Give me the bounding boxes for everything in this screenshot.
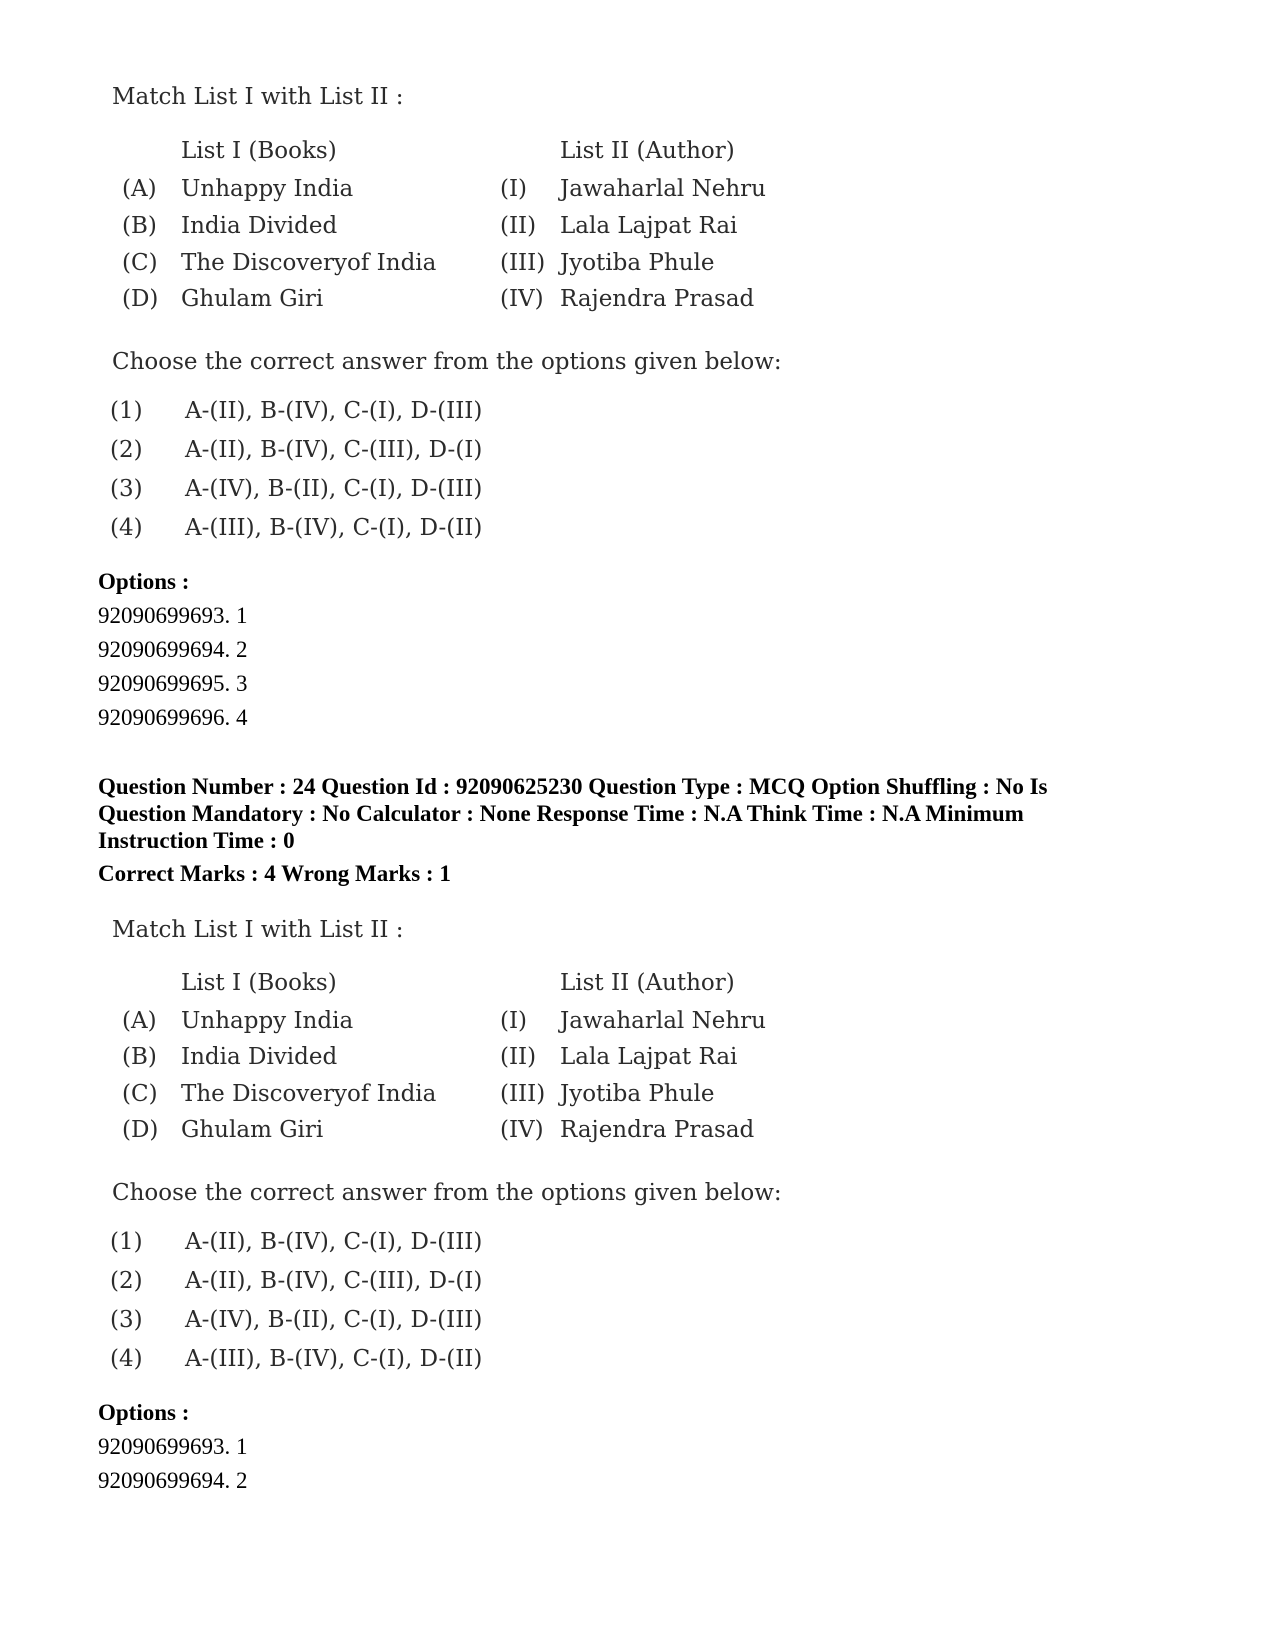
- answer-number: (1): [110, 1229, 143, 1255]
- list1-label: (D): [122, 1117, 159, 1143]
- list1-label: (C): [122, 250, 158, 276]
- match-prompt: Match List I with List II :: [112, 917, 404, 943]
- list2-item: Jawaharlal Nehru: [560, 176, 766, 202]
- answer-number: (4): [110, 1346, 143, 1372]
- list1-item: The Discoveryof India: [181, 250, 437, 276]
- answer-text: A-(II), B-(IV), C-(I), D-(III): [185, 1229, 483, 1255]
- question-meta-line: Question Number : 24 Question Id : 92090625230 Question Type : MCQ Option Shuffling : No Is: [98, 774, 1048, 799]
- answer-text: A-(III), B-(IV), C-(I), D-(II): [185, 1346, 483, 1372]
- list1-label: (B): [122, 213, 157, 239]
- option-item: 92090699696. 4: [98, 705, 248, 730]
- answer-number: (1): [110, 398, 143, 424]
- list1-item: Ghulam Giri: [181, 286, 324, 312]
- list1-label: (A): [122, 176, 157, 202]
- answer-text: A-(II), B-(IV), C-(I), D-(III): [185, 398, 483, 424]
- answer-number: (2): [110, 1268, 143, 1294]
- list1-item: Unhappy India: [181, 176, 354, 202]
- answer-number: (3): [110, 1307, 143, 1333]
- list2-label: (II): [500, 213, 537, 239]
- list2-item: Rajendra Prasad: [560, 1117, 755, 1143]
- list2-item: Jawaharlal Nehru: [560, 1008, 766, 1034]
- list1-item: India Divided: [181, 1044, 338, 1070]
- option-item: 92090699694. 2: [98, 637, 248, 662]
- list1-item: Unhappy India: [181, 1008, 354, 1034]
- list1-item: The Discoveryof India: [181, 1081, 437, 1107]
- option-item: 92090699694. 2: [98, 1468, 248, 1493]
- option-item: 92090699693. 1: [98, 1434, 248, 1459]
- list1-label: (D): [122, 286, 159, 312]
- question-meta-line: Question Mandatory : No Calculator : None Response Time : N.A Think Time : N.A Minimum: [98, 801, 1024, 826]
- answer-text: A-(II), B-(IV), C-(III), D-(I): [185, 1268, 483, 1294]
- list1-label: (A): [122, 1008, 157, 1034]
- answer-text: A-(II), B-(IV), C-(III), D-(I): [185, 437, 483, 463]
- list2-header: List II (Author): [560, 138, 735, 164]
- answer-text: A-(IV), B-(II), C-(I), D-(III): [185, 1307, 483, 1333]
- options-heading: Options :: [98, 569, 190, 594]
- list2-item: Lala Lajpat Rai: [560, 1044, 738, 1070]
- marks-line: Correct Marks : 4 Wrong Marks : 1: [98, 861, 451, 886]
- options-heading: Options :: [98, 1400, 190, 1425]
- list2-label: (III): [500, 1081, 546, 1107]
- list2-label: (I): [500, 1008, 528, 1034]
- list2-item: Rajendra Prasad: [560, 286, 755, 312]
- list1-item: Ghulam Giri: [181, 1117, 324, 1143]
- match-prompt: Match List I with List II :: [112, 84, 404, 110]
- list1-item: India Divided: [181, 213, 338, 239]
- answer-text: A-(IV), B-(II), C-(I), D-(III): [185, 476, 483, 502]
- list1-label: (C): [122, 1081, 158, 1107]
- answer-number: (2): [110, 437, 143, 463]
- option-item: 92090699695. 3: [98, 671, 248, 696]
- list2-label: (III): [500, 250, 546, 276]
- choose-instruction: Choose the correct answer from the options given below:: [112, 1180, 782, 1206]
- list2-header: List II (Author): [560, 970, 735, 996]
- option-item: 92090699693. 1: [98, 603, 248, 628]
- list2-label: (IV): [500, 286, 544, 312]
- question-meta-line: Instruction Time : 0: [98, 828, 295, 853]
- list2-label: (I): [500, 176, 528, 202]
- list2-item: Jyotiba Phule: [560, 1081, 715, 1107]
- answer-text: A-(III), B-(IV), C-(I), D-(II): [185, 515, 483, 541]
- choose-instruction: Choose the correct answer from the options given below:: [112, 349, 782, 375]
- list1-header: List I (Books): [181, 138, 337, 164]
- list2-item: Lala Lajpat Rai: [560, 213, 738, 239]
- list1-header: List I (Books): [181, 970, 337, 996]
- answer-number: (3): [110, 476, 143, 502]
- list2-label: (IV): [500, 1117, 544, 1143]
- list2-label: (II): [500, 1044, 537, 1070]
- answer-number: (4): [110, 515, 143, 541]
- list2-item: Jyotiba Phule: [560, 250, 715, 276]
- list1-label: (B): [122, 1044, 157, 1070]
